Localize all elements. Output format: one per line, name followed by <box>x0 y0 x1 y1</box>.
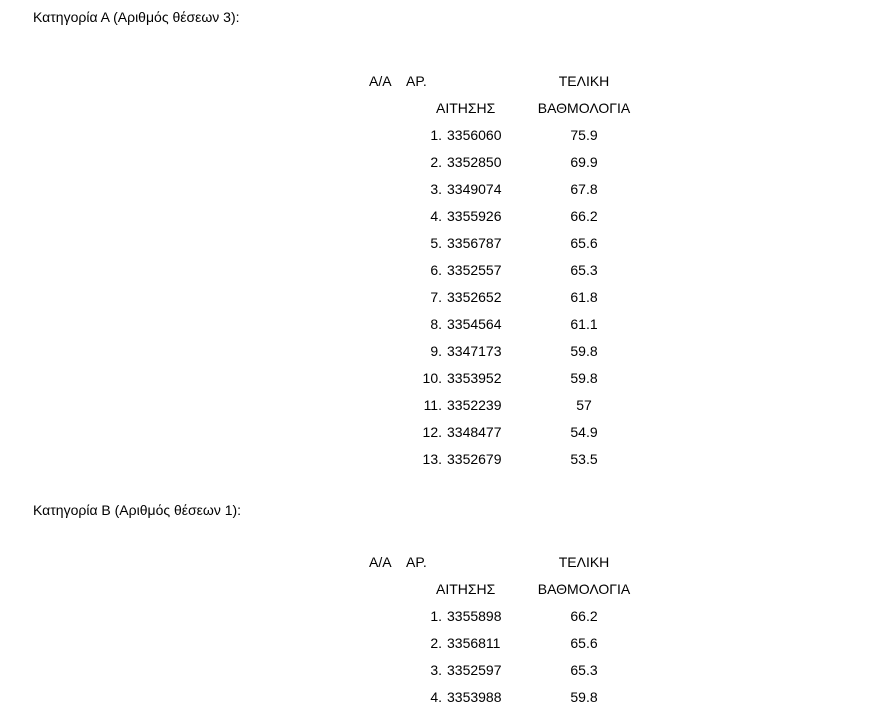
row-rank: 5. <box>430 235 442 251</box>
row-rank: 4. <box>430 208 442 224</box>
category-b-header-vathmologia: ΒΑΘΜΟΛΟΓΙΑ <box>537 581 631 597</box>
row-rank: 4. <box>430 689 442 705</box>
row-score: 65.3 <box>570 262 598 278</box>
row-rank: 7. <box>430 289 442 305</box>
row-score: 65.6 <box>570 235 598 251</box>
row-rank: 13. <box>422 451 442 467</box>
row-score: 53.5 <box>570 451 598 467</box>
row-rank: 6. <box>430 262 442 278</box>
row-score: 66.2 <box>570 608 598 624</box>
row-rank: 1. <box>430 127 442 143</box>
category-a-header-ar: ΑΡ. <box>406 73 427 89</box>
category-b-header-ar: ΑΡ. <box>406 554 427 570</box>
row-application-number: 3348477 <box>447 424 502 440</box>
row-score: 57 <box>576 397 592 413</box>
row-application-number: 3353988 <box>447 689 502 705</box>
category-a-header-teliki: ΤΕΛΙΚΗ <box>558 73 610 89</box>
row-rank: 3. <box>430 662 442 678</box>
row-score: 66.2 <box>570 208 598 224</box>
row-application-number: 3353952 <box>447 370 502 386</box>
row-score: 61.1 <box>570 316 598 332</box>
row-application-number: 3352557 <box>447 262 502 278</box>
row-rank: 3. <box>430 181 442 197</box>
row-score: 69.9 <box>570 154 598 170</box>
row-application-number: 3354564 <box>447 316 502 332</box>
row-rank: 11. <box>423 397 442 413</box>
row-application-number: 3356811 <box>447 635 501 651</box>
row-application-number: 3352597 <box>447 662 502 678</box>
row-rank: 10. <box>422 370 442 386</box>
row-application-number: 3355926 <box>447 208 502 224</box>
row-application-number: 3347173 <box>447 343 502 359</box>
row-application-number: 3352679 <box>447 451 502 467</box>
row-score: 59.8 <box>570 370 598 386</box>
row-application-number: 3356787 <box>447 235 502 251</box>
row-score: 67.8 <box>570 181 598 197</box>
row-application-number: 3352850 <box>447 154 502 170</box>
category-b-header-aa: Α/Α <box>369 554 392 570</box>
row-application-number: 3355898 <box>447 608 502 624</box>
category-b-title: Κατηγορία Β (Αριθμός θέσεων 1): <box>33 502 242 518</box>
row-score: 59.8 <box>570 343 598 359</box>
row-score: 65.6 <box>570 635 598 651</box>
category-b-header-aitisis: ΑΙΤΗΣΗΣ <box>436 581 496 597</box>
category-a-header-aitisis: ΑΙΤΗΣΗΣ <box>436 100 496 116</box>
row-score: 61.8 <box>570 289 598 305</box>
row-score: 59.8 <box>570 689 598 705</box>
row-rank: 1. <box>430 608 442 624</box>
row-rank: 8. <box>430 316 442 332</box>
row-application-number: 3352652 <box>447 289 502 305</box>
row-application-number: 3349074 <box>447 181 502 197</box>
row-rank: 9. <box>430 343 442 359</box>
category-a-title: Κατηγορία Α (Αριθμός θέσεων 3): <box>33 9 240 25</box>
row-score: 54.9 <box>570 424 598 440</box>
category-b-header-teliki: ΤΕΛΙΚΗ <box>558 554 610 570</box>
row-rank: 2. <box>430 154 442 170</box>
row-rank: 2. <box>430 635 442 651</box>
category-a-header-aa: Α/Α <box>369 73 392 89</box>
row-rank: 12. <box>422 424 442 440</box>
category-a-header-vathmologia: ΒΑΘΜΟΛΟΓΙΑ <box>537 100 631 116</box>
row-score: 75.9 <box>570 127 598 143</box>
row-application-number: 3352239 <box>447 397 502 413</box>
row-score: 65.3 <box>570 662 598 678</box>
row-application-number: 3356060 <box>447 127 502 143</box>
